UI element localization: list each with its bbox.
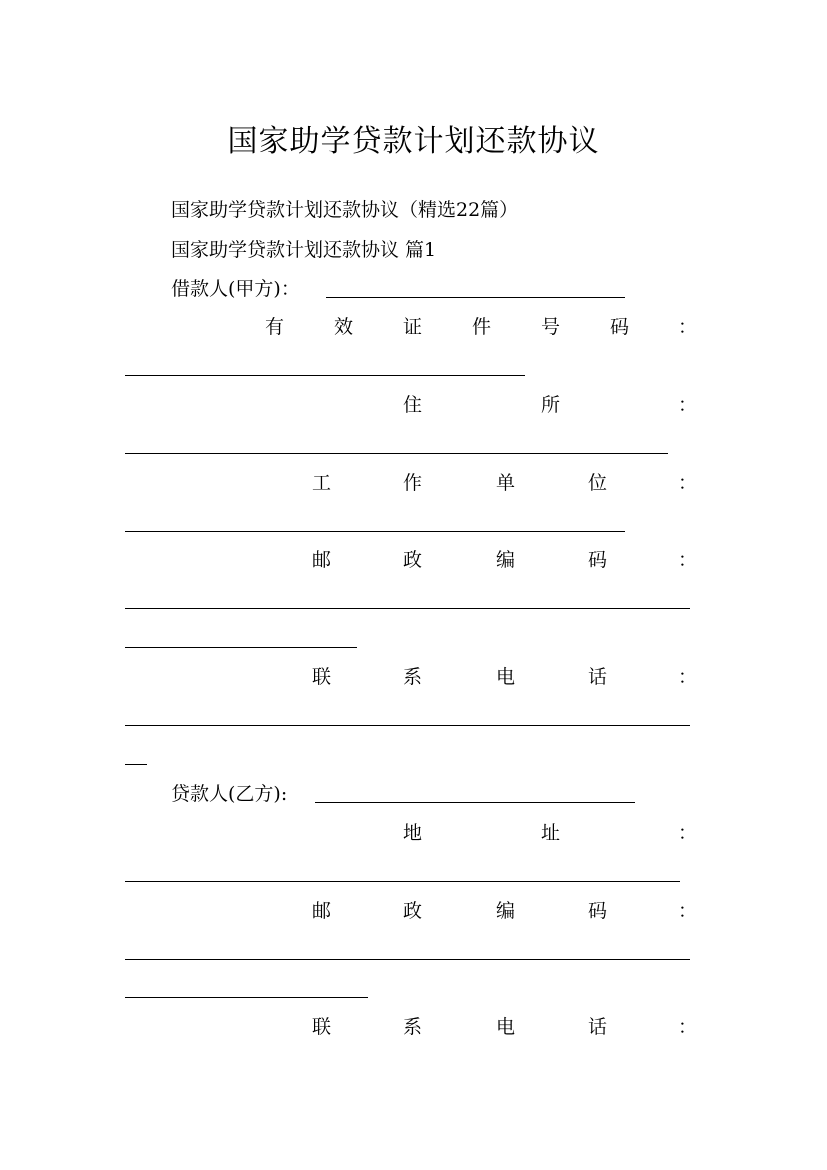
borrower-id-field-label — [125, 314, 698, 340]
lender-postal-field-label — [125, 898, 698, 924]
label-char: 电 — [496, 1016, 516, 1038]
label-char: 工 — [312, 472, 332, 494]
borrower-work-blank — [125, 531, 625, 532]
colon: ： — [678, 666, 698, 688]
label-char: 话 — [588, 666, 608, 688]
label-char: 编 — [496, 549, 516, 571]
lender-postal-blank-cont — [125, 997, 368, 998]
label-char: 联 — [312, 666, 332, 688]
lender-label: 贷款人(乙方): — [171, 783, 288, 805]
label-char: 单 — [496, 472, 516, 494]
borrower-name-blank — [326, 297, 625, 298]
label-char: 系 — [403, 1016, 423, 1038]
label-char: 电 — [496, 666, 516, 688]
borrower-phone-blank — [125, 725, 690, 726]
borrower-postal-blank-cont — [125, 647, 357, 648]
label-char: 所 — [541, 394, 561, 416]
label-char: 编 — [496, 900, 516, 922]
label-char: 话 — [588, 1016, 608, 1038]
borrower-address-blank — [125, 453, 668, 454]
label-char: 邮 — [312, 900, 332, 922]
lender-address-field-label — [125, 820, 698, 846]
label-char: 位 — [588, 472, 608, 494]
document-title: 国家助学贷款计划还款协议 — [227, 124, 600, 160]
borrower-postal-field-label — [125, 547, 698, 573]
label-char: 联 — [312, 1016, 332, 1038]
label-char: 件 — [472, 316, 492, 338]
label-char: 号 — [541, 316, 561, 338]
intro-line: 国家助学贷款计划还款协议（精选22篇） — [171, 199, 519, 221]
label-char: 政 — [403, 900, 423, 922]
colon: ： — [678, 316, 698, 338]
label-char: 码 — [588, 900, 608, 922]
label-char: 系 — [403, 666, 423, 688]
colon: ： — [678, 900, 698, 922]
label-char: 作 — [403, 472, 423, 494]
lender-phone-field-label — [125, 1014, 698, 1040]
label-char: 址 — [541, 822, 561, 844]
label-char: 住 — [403, 394, 423, 416]
label-char: 证 — [403, 316, 423, 338]
label-char: 邮 — [312, 549, 332, 571]
colon: ： — [678, 822, 698, 844]
borrower-phone-blank-cont — [125, 764, 147, 765]
label-char: 有 — [265, 316, 285, 338]
borrower-work-field-label — [125, 470, 698, 496]
lender-address-blank — [125, 881, 680, 882]
label-char: 码 — [588, 549, 608, 571]
borrower-phone-field-label — [125, 664, 698, 690]
lender-name-blank — [315, 802, 635, 803]
lender-postal-blank — [125, 959, 690, 960]
label-char: 码 — [610, 316, 630, 338]
label-char: 政 — [403, 549, 423, 571]
section-heading: 国家助学贷款计划还款协议 篇1 — [171, 239, 437, 261]
label-char: 地 — [403, 822, 423, 844]
borrower-postal-blank — [125, 608, 690, 609]
colon: ： — [678, 1016, 698, 1038]
colon: ： — [678, 472, 698, 494]
borrower-address-field-label — [125, 392, 698, 418]
colon: ： — [678, 549, 698, 571]
label-char: 效 — [334, 316, 354, 338]
borrower-label: 借款人(甲方)： — [171, 278, 300, 300]
borrower-id-blank — [125, 375, 525, 376]
colon: ： — [678, 394, 698, 416]
